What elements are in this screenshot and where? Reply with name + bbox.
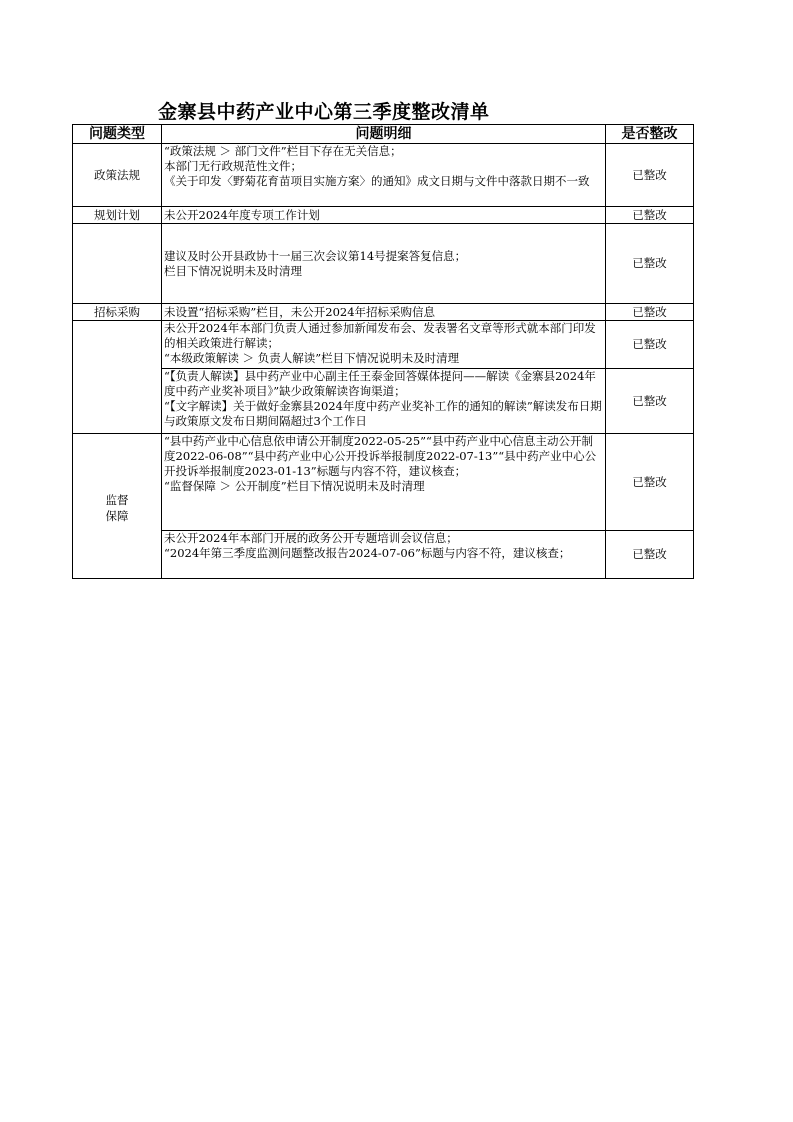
detail-line: 未设置“招标采购”栏目，未公开2024年招标采购信息 (164, 304, 436, 319)
detail-line: 未公开2024年本部门开展的政务公开专题培训会议信息； (164, 531, 458, 545)
header-type: 问题类型 (73, 125, 162, 144)
table-row (73, 434, 694, 531)
table-row (73, 321, 694, 369)
status-cell: 已整改 (606, 304, 694, 321)
table-header-row (73, 125, 694, 144)
status-cell: 已整改 (606, 207, 694, 224)
detail-cell (162, 207, 606, 224)
category-cell (73, 321, 162, 434)
status-cell: 已整改 (606, 369, 694, 434)
detail-line: 建议及时公开县政协十一届三次会议第14号提案答复信息； (164, 248, 467, 263)
detail-line: “政策法规 ＞ 部门文件”栏目下存在无关信息； (164, 144, 402, 158)
category-label: 监督保障 (105, 493, 129, 523)
detail-cell (162, 224, 606, 304)
status-cell: 已整改 (606, 531, 694, 579)
header-detail: 问题明细 (162, 125, 606, 144)
header-status: 是否整改 (606, 125, 694, 144)
category-cell: 政策法规 (73, 144, 162, 207)
table-row (73, 531, 694, 579)
table-row (73, 207, 694, 224)
detail-line: “2024年第三季度监测问题整改报告2024-07-06”标题与内容不符，建议核查； (164, 546, 571, 560)
detail-cell (162, 369, 606, 434)
detail-cell (162, 304, 606, 321)
table-row (73, 369, 694, 434)
detail-line: “本级政策解读 ＞ 负责人解读”栏目下情况说明未及时清理 (164, 351, 460, 365)
status-cell: 已整改 (606, 144, 694, 207)
table-row (73, 144, 694, 207)
detail-line: 未公开2024年度专项工作计划 (164, 207, 320, 222)
detail-line: “监督保障 ＞ 公开制度”栏目下情况说明未及时清理 (164, 479, 425, 493)
table-row (73, 224, 694, 304)
page-title: 金寨县中药产业中心第三季度整改清单 (158, 101, 490, 123)
detail-line: “【负责人解读】县中药产业中心副主任王泰金回答媒体提问——解读《金寨县2024年度中药产业奖补项目》”缺少政策解读咨询渠道； (164, 369, 596, 398)
status-cell: 已整改 (606, 434, 694, 531)
detail-line: 《关于印发〈野菊花育苗项目实施方案〉的通知》成文日期与文件中落款日期不一致 (164, 174, 590, 188)
detail-line: “【文字解读】关于做好金寨县2024年度中药产业奖补工作的通知的解读”解读发布日期与政策原文发布日期间隔超过3个工作日 (164, 399, 602, 428)
detail-cell (162, 321, 606, 369)
category-cell (73, 224, 162, 304)
detail-line: 栏目下情况说明未及时清理 (164, 263, 302, 278)
detail-line: “县中药产业中心信息依申请公开制度2022-05-25”“县中药产业中心信息主动公开制度2022-06-08”“县中药产业中心公开投诉举报制度2022-07-13”“县中药产业中心公开投诉举报制度2023-01-13”标题与内容不符，建议核查； (164, 434, 597, 478)
detail-cell (162, 434, 606, 531)
detail-line: 本部门无行政规范性文件； (164, 159, 302, 173)
category-cell (73, 434, 162, 579)
status-cell: 已整改 (606, 224, 694, 304)
detail-line: 未公开2024年本部门负责人通过参加新闻发布会、发表署名文章等形式就本部门印发的相关政策进行解读； (164, 321, 596, 350)
category-cell: 招标采购 (73, 304, 162, 321)
table-row (73, 304, 694, 321)
category-cell: 规划计划 (73, 207, 162, 224)
detail-cell (162, 144, 606, 207)
status-cell: 已整改 (606, 321, 694, 369)
rectification-table (72, 124, 694, 579)
detail-cell (162, 531, 606, 579)
